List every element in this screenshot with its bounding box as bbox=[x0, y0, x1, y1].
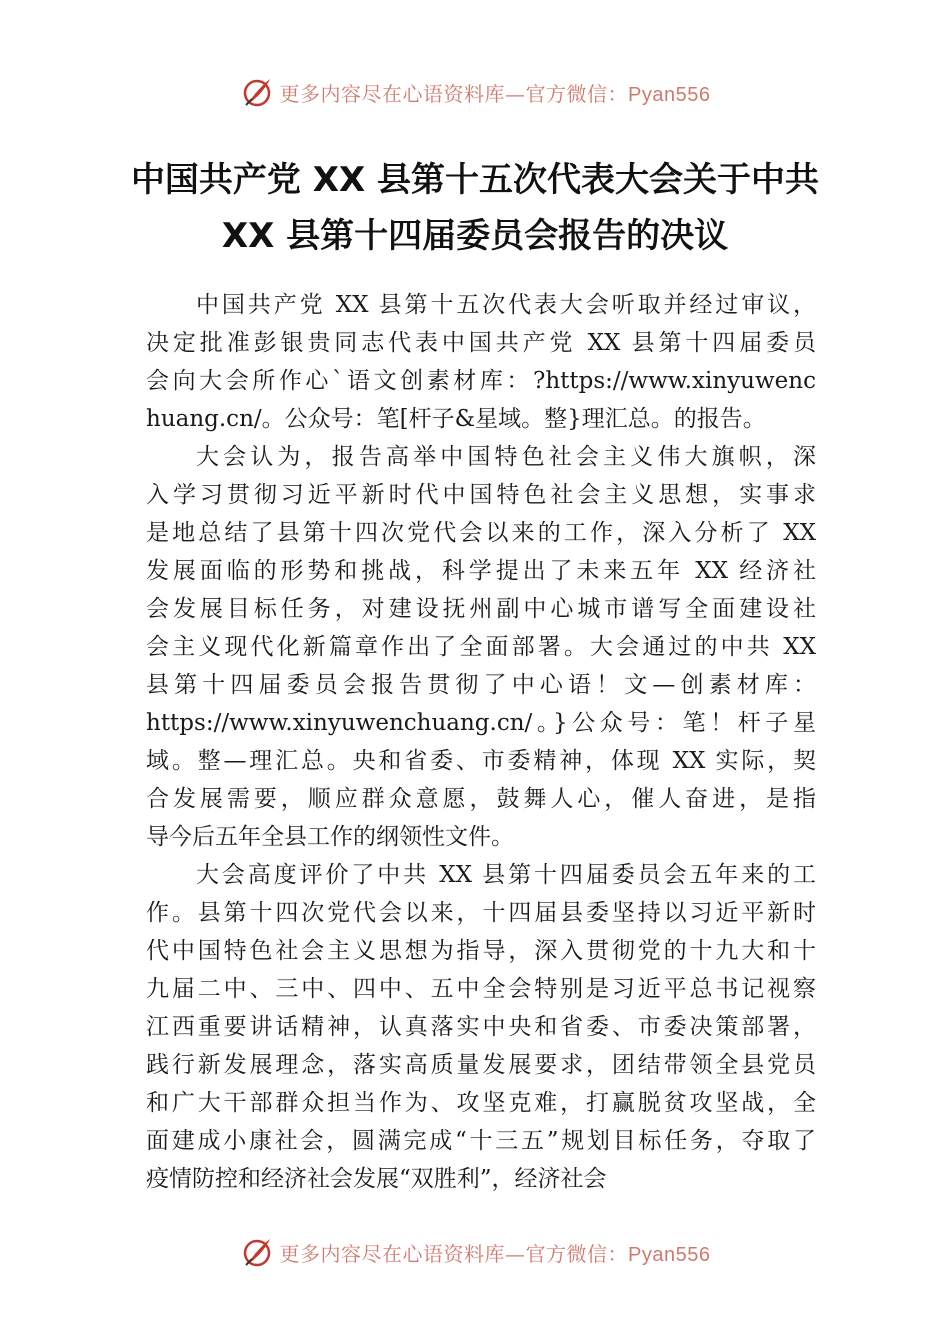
title-line-1: 中国共产党 XX 县第十五次代表大会关于中共 bbox=[130, 160, 820, 200]
text-line: huang.cn/。公众号：笔[杆子&星域。整}理汇总。的报告。 bbox=[146, 406, 766, 432]
watermark-banner-top bbox=[0, 72, 950, 112]
title-line-2: XX 县第十四届委员会报告的决议 bbox=[221, 216, 729, 256]
text-line: 和广大干部群众担当作为、攻坚克难，打赢脱贫攻坚战，全 bbox=[146, 1090, 816, 1116]
text-line: 域。整—理汇总。央和省委、市委精神，体现 XX 实际，契 bbox=[146, 748, 816, 774]
text-line: 会主义现代化新篇章作出了全面部署。大会通过的中共 XX bbox=[146, 634, 816, 660]
text-line: 入学习贯彻习近平新时代中国特色社会主义思想，实事求 bbox=[146, 482, 816, 508]
watermark-banner-bottom bbox=[0, 1232, 950, 1272]
paragraph bbox=[146, 438, 816, 856]
text-line: 导今后五年全县工作的纲领性文件。 bbox=[146, 824, 514, 850]
paragraph bbox=[146, 856, 816, 1198]
text-line: 是地总结了县第十四次党代会以来的工作，深入分析了 XX bbox=[146, 520, 816, 546]
quill-logo-icon bbox=[240, 1235, 274, 1269]
text-line: 会向大会所作心`语文创素材库：?https://www.xinyuwenc bbox=[146, 368, 816, 394]
text-line: 中国共产党 XX 县第十五次代表大会听取并经过审议， bbox=[196, 292, 816, 318]
text-line: 合发展需要，顺应群众意愿，鼓舞人心，催人奋进，是指 bbox=[146, 786, 816, 812]
paragraph bbox=[146, 286, 816, 438]
text-line: 会发展目标任务，对建设抚州副中心城市谱写全面建设社 bbox=[146, 596, 816, 622]
document-body bbox=[146, 286, 816, 1198]
text-line: 面建成小康社会，圆满完成“十三五”规划目标任务，夺取了 bbox=[146, 1128, 816, 1154]
text-line: https://www.xinyuwenchuang.cn/。}公众号：笔！杆子星 bbox=[146, 710, 816, 736]
text-line: 九届二中、三中、四中、五中全会特别是习近平总书记视察 bbox=[146, 976, 816, 1002]
watermark-text: 更多内容尽在心语资料库—官方微信：Pyan556 bbox=[279, 1241, 711, 1266]
watermark-text: 更多内容尽在心语资料库—官方微信：Pyan556 bbox=[279, 81, 711, 106]
document-title bbox=[100, 152, 850, 264]
text-line: 疫情防控和经济社会发展“双胜利”，经济社会 bbox=[146, 1166, 607, 1192]
text-line: 江西重要讲话精神，认真落实中央和省委、市委决策部署， bbox=[146, 1014, 816, 1040]
text-line: 践行新发展理念，落实高质量发展要求，团结带领全县党员 bbox=[146, 1052, 816, 1078]
text-line: 发展面临的形势和挑战，科学提出了未来五年 XX 经济社 bbox=[146, 558, 816, 584]
text-line: 作。县第十四次党代会以来，十四届县委坚持以习近平新时 bbox=[146, 900, 816, 926]
text-line: 决定批准彭银贵同志代表中国共产党 XX 县第十四届委员 bbox=[146, 330, 816, 356]
text-line: 大会认为，报告高举中国特色社会主义伟大旗帜，深 bbox=[196, 444, 816, 470]
text-line: 代中国特色社会主义思想为指导，深入贯彻党的十九大和十 bbox=[146, 938, 816, 964]
text-line: 县第十四届委员会报告贯彻了中心语！文—创素材库： bbox=[146, 672, 816, 698]
text-line: 大会高度评价了中共 XX 县第十四届委员会五年来的工 bbox=[196, 862, 816, 888]
quill-logo-icon bbox=[240, 75, 274, 109]
